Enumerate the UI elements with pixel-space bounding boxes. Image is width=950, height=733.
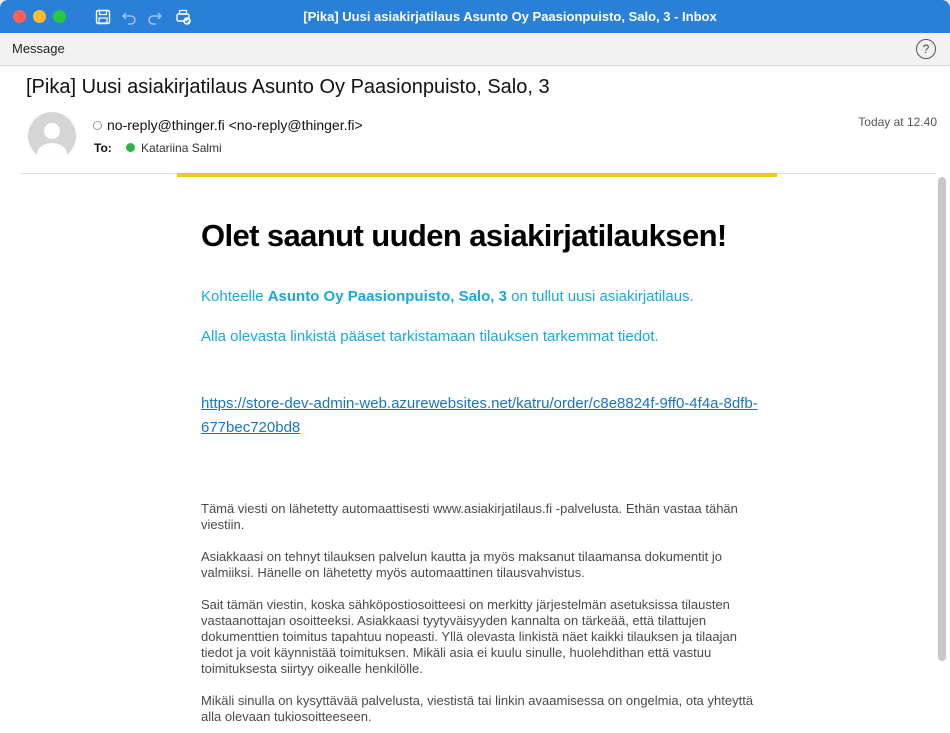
vertical-scrollbar[interactable] — [938, 177, 946, 661]
to-label: To: — [94, 141, 112, 155]
customer-paid-note: Asiakkaasi on tehnyt tilauksen palvelun kautta ja myös maksanut tilaamansa dokumentit jo valmiiksi. Hänelle on lähetetty myös automaattinen tilausvahvistus. — [201, 549, 723, 580]
recipient-status-icon — [126, 143, 135, 152]
order-target-name: Asunto Oy Paasionpuisto, Salo, 3 — [267, 288, 507, 305]
window-title: [Pika] Uusi asiakirjatilaus Asunto Oy Paasionpuisto, Salo, 3 - Inbox — [303, 9, 717, 24]
person-icon — [28, 112, 76, 160]
email-accent-bar — [177, 173, 777, 177]
email-subject: [Pika] Uusi asiakirjatilaus Asunto Oy Paasionpuisto, Salo, 3 — [26, 76, 550, 98]
order-link[interactable]: https://store-dev-admin-web.azurewebsites.net/katru/order/c8e8824f-9ff0-4f4a-8dfb-677bec720bd8 — [201, 395, 758, 436]
order-target-line — [201, 288, 694, 305]
ribbon-toolbar — [0, 33, 950, 66]
support-contact-note: Mikäli sinulla on kysyttävää palvelusta, viestistä tai linkin avaamisessa on ongelmia, ota yhteyttä alla olevaan tukiosoitteeseen. — [201, 693, 754, 724]
sender-avatar — [28, 112, 76, 160]
help-button[interactable]: ? — [916, 39, 936, 59]
title-bar — [0, 0, 950, 33]
link-instruction: Alla olevasta linkistä pääset tarkistamaan tilauksen tarkemmat tiedot. — [201, 328, 659, 345]
auto-message-note: Tämä viesti on lähetetty automaattisesti www.asiakirjatilaus.fi -palvelusta. Ethän vastaa tähän viestiin. — [201, 501, 738, 532]
order-target-prefix: Kohteelle — [201, 288, 268, 305]
presence-status-icon — [93, 121, 102, 130]
recipient-name[interactable]: Katariina Salmi — [141, 141, 222, 155]
order-target-suffix: on tullut uusi asiakirjatilaus. — [506, 288, 694, 305]
recipient-reason-note: Sait tämän viestin, koska sähköpostiosoitteesi on merkitty järjestelmän asetuksissa tilausten vastaanottajan osoitteeksi. Asiakkaasi tyytyväisyyden kannalta on tärkeää, että tilattujen dokumenttien toimitus tapahtuu nopeasti. Yllä olevasta linkistä näet kaikki tilauksen ja tilaajan tiedot ja voit käynnistää toimituksen. Mikäli asia ei kuulu sinulle, huolehdithan että vastuu toimituksesta siirtyy oikealle henkilölle. — [201, 597, 737, 676]
tab-message[interactable]: Message — [12, 41, 65, 56]
sender-address[interactable]: no-reply@thinger.fi <no-reply@thinger.fi> — [107, 117, 363, 133]
received-date: Today at 12.40 — [858, 115, 937, 129]
email-headline: Olet saanut uuden asiakirjatilauksen! — [201, 218, 727, 253]
